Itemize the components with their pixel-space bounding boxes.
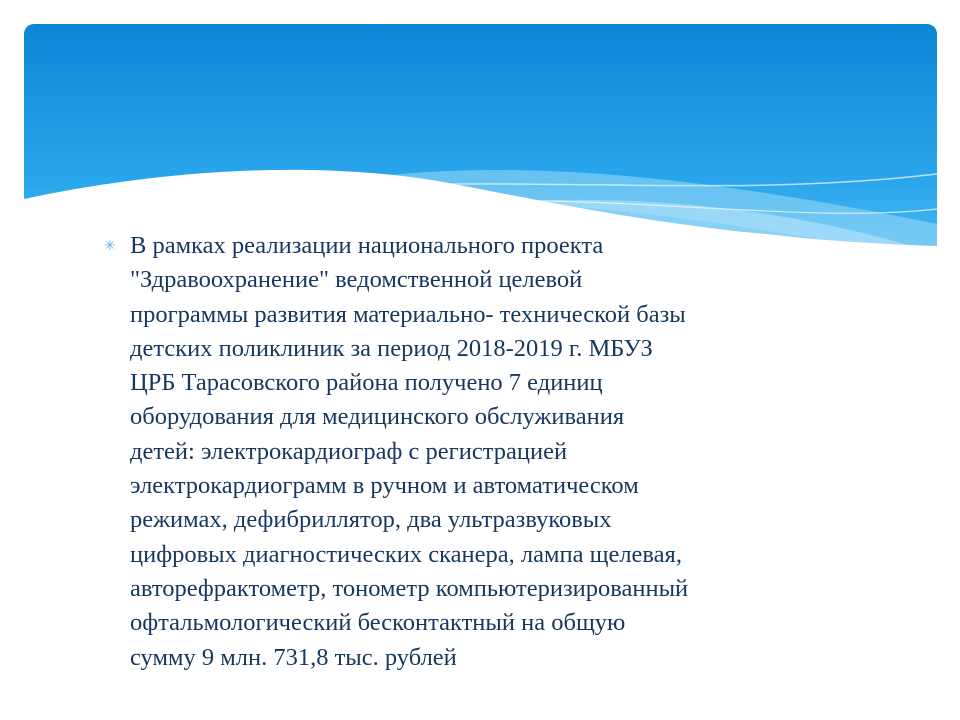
body-text: В рамках реализации национального проекта "Здравоохранение" ведомственной целевой программы развития материально- технической базы детских поликлиник за период 2018-2019 г. МБУЗ ЦРБ Тарасовского района получено 7 единиц оборудования для медицинского обслуживания детей: электрокардиограф с регистрацией электрокардиограмм в ручном и автоматическом режимах, дефибриллятор, два ультразвуковых цифровых диагностических сканера, лампа щелевая, авторефрактометр, тонометр компьютеризированный офтальмологический бесконтактный на общую сумму 9 млн. 731,8 тыс. рублей bbox=[130, 232, 689, 671]
slide-content bbox=[104, 229, 884, 675]
asterisk-bullet-icon: ✳ bbox=[104, 238, 116, 254]
bullet-paragraph bbox=[104, 229, 884, 675]
